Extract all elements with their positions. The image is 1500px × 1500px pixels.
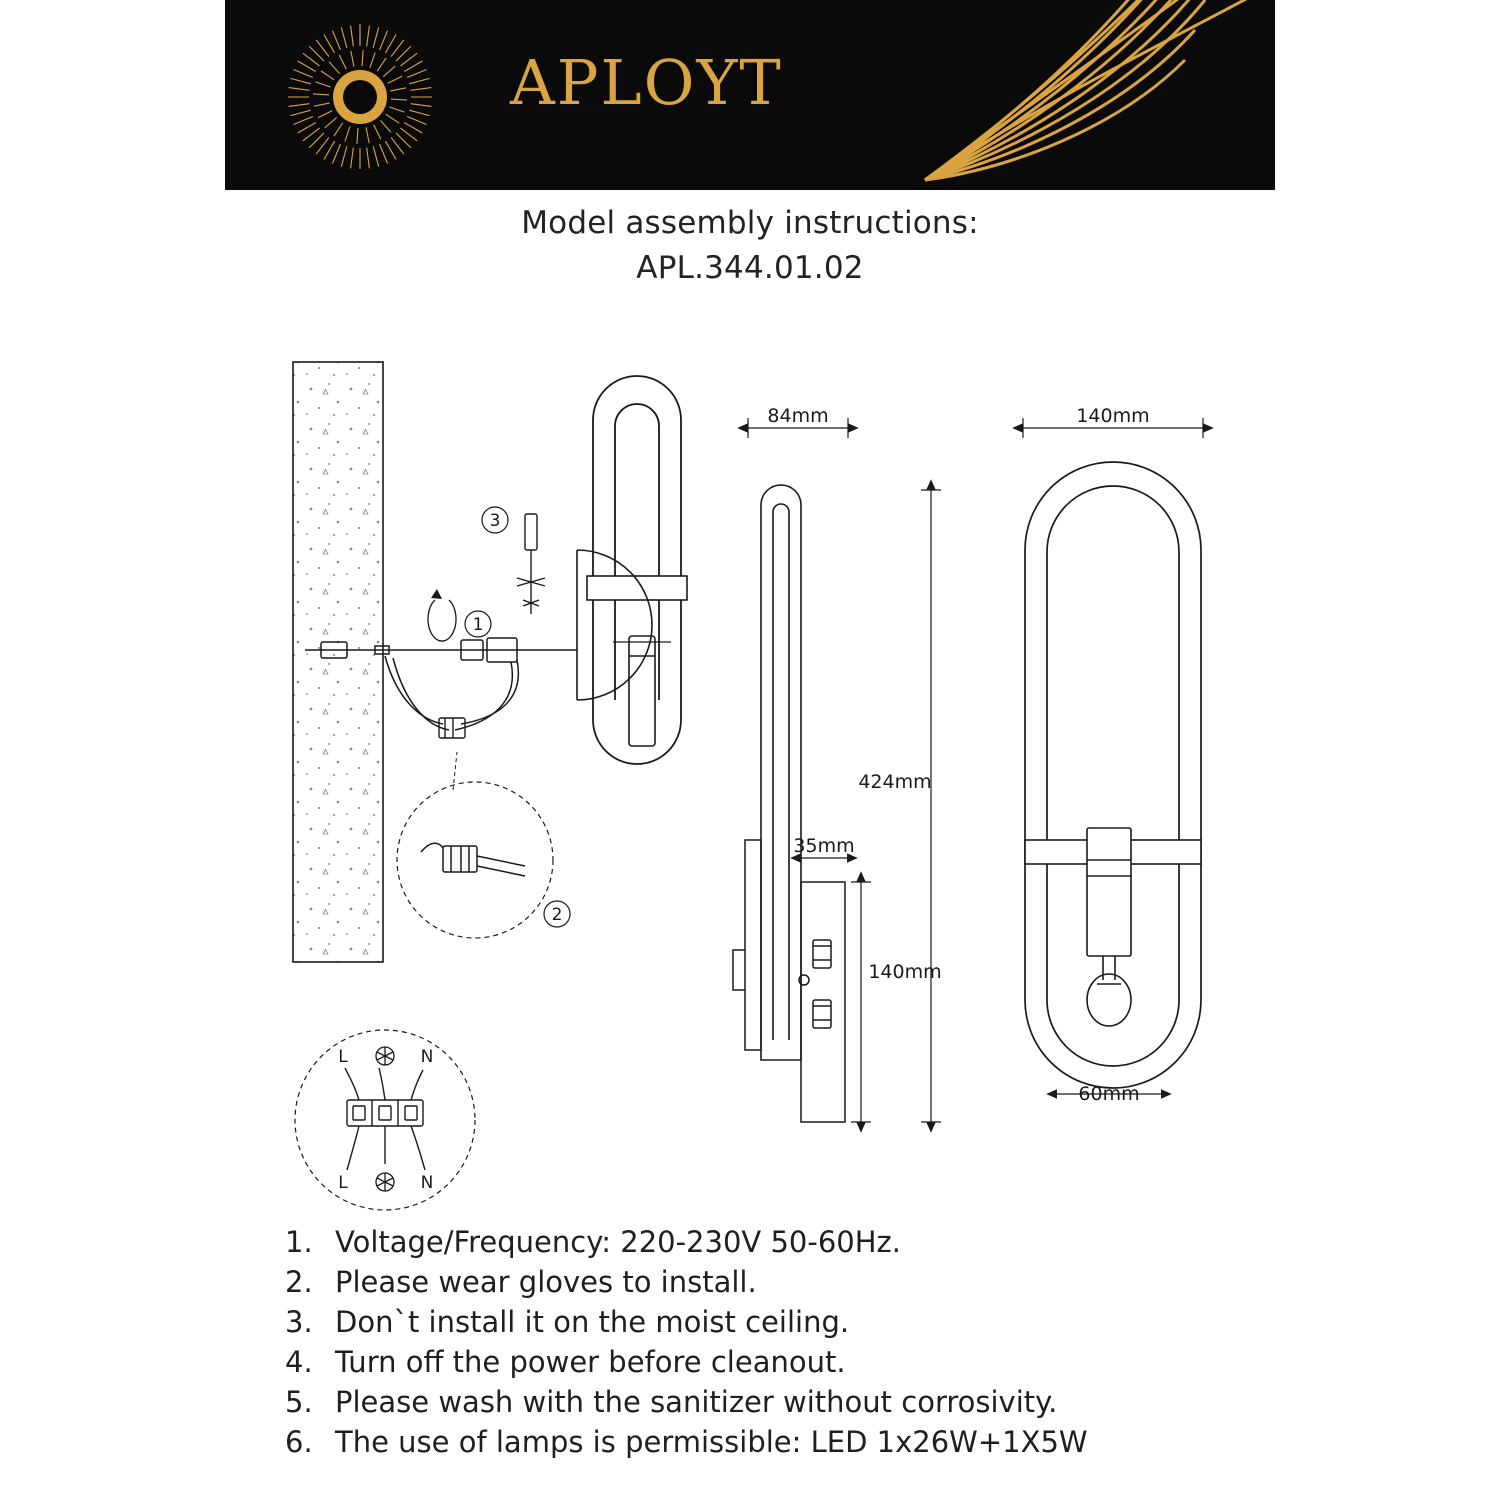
title-line-2: APL.344.01.02	[636, 250, 864, 286]
installation-view	[293, 362, 687, 962]
note-text: Turn off the power before cleanout.	[335, 1345, 846, 1379]
dim-424mm	[921, 490, 941, 1122]
front-bracket	[1025, 828, 1201, 1026]
screw-part	[517, 514, 545, 614]
sunburst-icon	[285, 22, 435, 172]
note-item	[285, 1422, 1435, 1462]
side-view	[733, 405, 942, 1122]
note-item	[285, 1342, 1435, 1382]
callout-1-label: 1	[472, 615, 484, 635]
dim-35mm-label: 35mm	[793, 835, 855, 857]
wire-label-L-top: L	[338, 1047, 348, 1067]
title-line-1: Model assembly instructions:	[521, 205, 979, 241]
wire-label-N-top: N	[420, 1047, 434, 1067]
rotate-indicator	[428, 589, 456, 641]
front-view	[1023, 405, 1203, 1105]
dim-424mm-label: 424mm	[858, 771, 932, 793]
detail-magnifier	[397, 752, 553, 938]
dim-84mm-label: 84mm	[767, 405, 829, 427]
bulb-holder	[613, 636, 671, 746]
brand-name: APLOYT	[510, 46, 783, 119]
callout-3-label: 3	[489, 511, 501, 531]
earth-ground-icon	[376, 1047, 394, 1065]
wire-label-L-bottom: L	[338, 1173, 348, 1193]
note-item	[285, 1382, 1435, 1422]
dim-140mm-height	[851, 882, 871, 1122]
side-tube	[761, 485, 801, 1060]
note-number: 6.	[285, 1425, 313, 1459]
note-text: Don`t install it on the moist ceiling.	[335, 1305, 850, 1339]
note-number: 1.	[285, 1225, 313, 1259]
note-number: 3.	[285, 1305, 313, 1339]
brand-wrap	[225, 0, 1275, 190]
dim-60mm-label: 60mm	[1078, 1083, 1140, 1105]
terminal-block	[345, 1068, 425, 1170]
page-title	[225, 205, 1275, 286]
note-item	[285, 1262, 1435, 1302]
lamp-body-outline	[587, 376, 687, 764]
wall-slab	[293, 362, 383, 962]
brand-header	[225, 0, 1275, 190]
note-item	[285, 1222, 1435, 1262]
diagram-svg	[225, 300, 1275, 1220]
cables	[385, 656, 518, 730]
callout-2-label: 2	[551, 905, 563, 925]
assembly-diagram	[225, 300, 1275, 1220]
note-text: Voltage/Frequency: 220-230V 50-60Hz.	[335, 1225, 901, 1259]
wire-label-N-bottom: N	[420, 1173, 434, 1193]
earth-ground-icon-bottom	[376, 1173, 394, 1191]
instruction-notes	[285, 1222, 1435, 1462]
fan-rays-icon	[885, 0, 1275, 190]
note-number: 4.	[285, 1345, 313, 1379]
front-loop	[1025, 462, 1201, 1088]
wiring-diagram	[295, 1030, 475, 1210]
note-text: Please wash with the sanitizer without corrosivity.	[335, 1385, 1058, 1419]
note-item	[285, 1302, 1435, 1342]
note-text: The use of lamps is permissible: LED 1x26W+1X5W	[335, 1425, 1088, 1459]
note-number: 5.	[285, 1385, 313, 1419]
dim-140mm-width-label: 140mm	[1076, 405, 1150, 427]
dim-140mm-height-label: 140mm	[868, 961, 942, 983]
note-text: Please wear gloves to install.	[335, 1265, 757, 1299]
note-number: 2.	[285, 1265, 313, 1299]
